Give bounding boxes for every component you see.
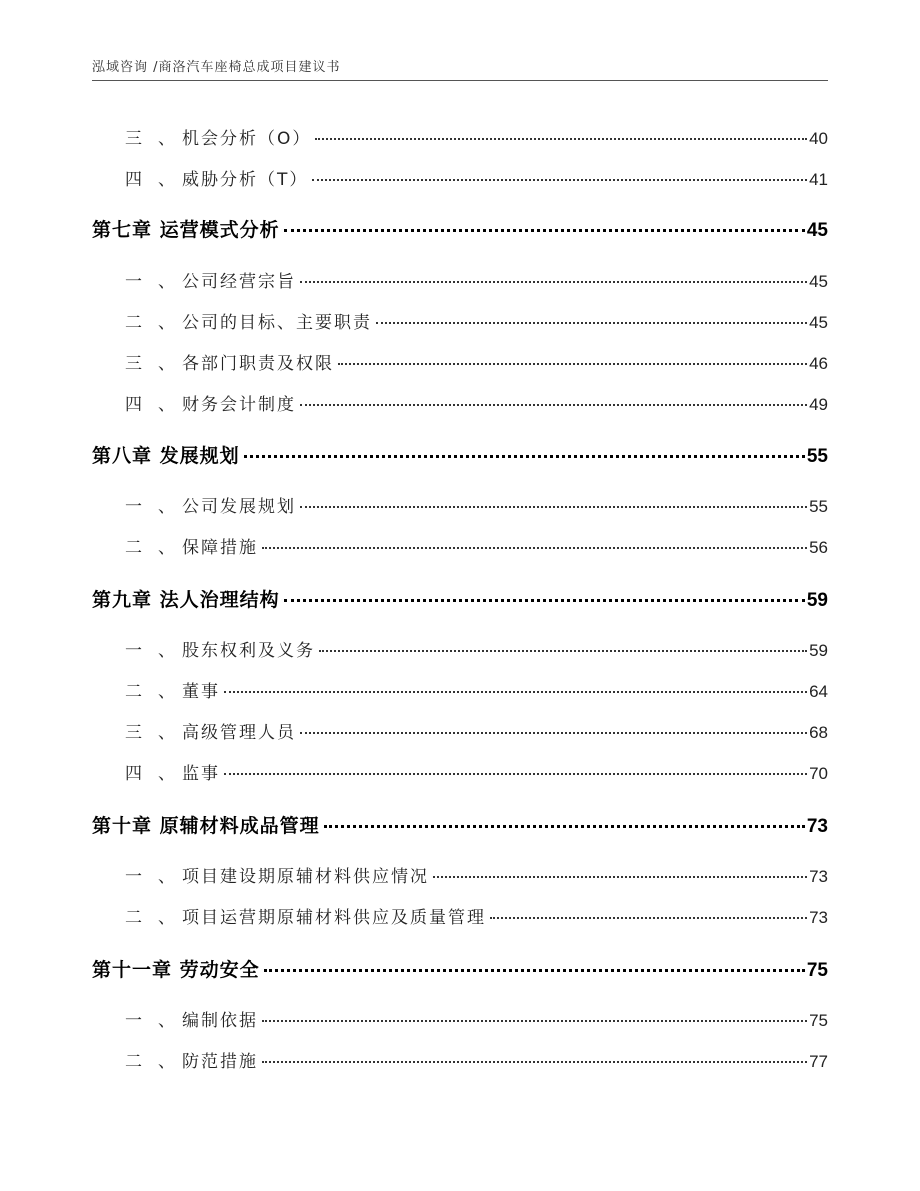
toc-section-entry[interactable] [92,718,828,743]
toc-page-number: 59 [809,641,828,660]
toc-entry-title: 公司经营宗旨 [182,272,296,292]
toc-entry-number: 二 [125,682,144,702]
toc-entry-separator: 、 [158,867,177,887]
toc-entry-title: 机会分析（O） [182,129,312,149]
toc-section-entry[interactable] [92,862,828,887]
toc-entry-number: 二 [125,313,144,333]
toc-section-entry[interactable] [92,492,828,517]
toc-entry-title: 股东权利及义务 [182,641,315,661]
toc-entry-separator: 、 [158,1052,177,1072]
toc-page-number: 73 [809,867,828,886]
toc-entry-title: 公司发展规划 [182,497,296,517]
toc-entry-separator: 、 [158,641,177,661]
toc-entry-title: 保障措施 [182,538,258,558]
toc-entry-number: 三 [125,723,144,743]
toc-section-entry[interactable] [92,759,828,784]
toc-entry-number: 一 [125,867,144,887]
toc-entry-separator: 、 [158,723,177,743]
toc-page-number: 77 [809,1052,828,1071]
dot-leader [300,404,807,406]
toc-section-entry[interactable] [92,390,828,415]
toc-page-number: 46 [809,354,828,373]
toc-chapter-entry[interactable] [92,215,828,242]
toc-page-number: 45 [806,220,828,241]
toc-page-number: 73 [809,908,828,927]
toc-entry-separator: 、 [158,497,177,517]
toc-entry-separator: 、 [158,1011,177,1031]
toc-page-number: 64 [809,682,828,701]
toc-page-number: 59 [806,590,828,611]
toc-chapter-entry[interactable] [92,955,828,982]
dot-leader [262,1061,807,1063]
toc-entry-number: 三 [125,129,144,149]
toc-entry-number: 一 [125,497,144,517]
toc-entry-title: 威胁分析（T） [182,170,309,190]
toc-entry-number: 四 [125,395,144,415]
toc-entry-number: 四 [125,170,144,190]
toc-entry-title: 防范措施 [182,1052,258,1072]
toc-entry-separator: 、 [158,170,177,190]
dot-leader [315,138,807,140]
toc-section-entry[interactable] [92,533,828,558]
dot-leader [262,1020,807,1022]
toc-entry-number: 二 [125,908,144,928]
dot-leader [244,455,805,458]
toc-entry-title: 第十一章 劳动安全 [92,959,260,981]
toc-entry-separator: 、 [158,129,177,149]
toc-section-entry[interactable] [92,308,828,333]
toc-page-number: 73 [806,816,828,837]
dot-leader [224,691,807,693]
dot-leader [324,825,805,828]
dot-leader [376,322,807,324]
toc-page-number: 75 [806,960,828,981]
toc-entry-number: 二 [125,538,144,558]
toc-page-number: 45 [809,313,828,332]
header-divider [92,80,828,81]
toc-page-number: 45 [809,272,828,291]
dot-leader [300,506,807,508]
dot-leader [319,650,807,652]
toc-section-entry[interactable] [92,165,828,190]
toc-entry-title: 项目运营期原辅材料供应及质量管理 [182,908,486,928]
dot-leader [300,281,807,283]
toc-entry-number: 一 [125,272,144,292]
toc-section-entry[interactable] [92,349,828,374]
toc-section-entry[interactable] [92,1006,828,1031]
dot-leader [490,917,807,919]
toc-entry-title: 第七章 运营模式分析 [92,219,280,241]
toc-section-entry[interactable] [92,903,828,928]
toc-section-entry[interactable] [92,124,828,149]
dot-leader [312,179,807,181]
dot-leader [433,876,807,878]
toc-entry-number: 二 [125,1052,144,1072]
dot-leader [284,229,805,232]
toc-entry-number: 一 [125,641,144,661]
toc-page-number: 56 [809,538,828,557]
toc-entry-title: 各部门职责及权限 [182,354,334,374]
toc-entry-separator: 、 [158,908,177,928]
toc-page-number: 41 [809,170,828,189]
toc-entry-separator: 、 [158,313,177,333]
dot-leader [284,599,805,602]
toc-page-number: 40 [809,129,828,148]
dot-leader [224,773,807,775]
toc-entry-title: 第八章 发展规划 [92,445,240,467]
page-header: 泓域咨询 /商洛汽车座椅总成项目建议书 [92,60,341,75]
toc-section-entry[interactable] [92,1047,828,1072]
toc-chapter-entry[interactable] [92,585,828,612]
toc-entry-separator: 、 [158,682,177,702]
toc-page-number: 49 [809,395,828,414]
toc-page-number: 70 [809,764,828,783]
toc-entry-separator: 、 [158,272,177,292]
toc-entry-title: 项目建设期原辅材料供应情况 [182,867,429,887]
dot-leader [338,363,807,365]
toc-entry-title: 董事 [182,682,220,702]
toc-page-number: 68 [809,723,828,742]
toc-entry-title: 第十章 原辅材料成品管理 [92,815,320,837]
toc-page-number: 55 [806,446,828,467]
toc-page-number: 75 [809,1011,828,1030]
toc-entry-title: 第九章 法人治理结构 [92,589,280,611]
toc-entry-number: 四 [125,764,144,784]
toc-entry-title: 公司的目标、主要职责 [182,313,372,333]
toc-chapter-entry[interactable] [92,441,828,468]
toc-entry-title: 编制依据 [182,1011,258,1031]
toc-entry-separator: 、 [158,354,177,374]
toc-section-entry[interactable] [92,677,828,702]
toc-section-entry[interactable] [92,636,828,661]
toc-entry-title: 高级管理人员 [182,723,296,743]
toc-entry-title: 监事 [182,764,220,784]
toc-chapter-entry[interactable] [92,811,828,838]
dot-leader [264,969,805,972]
toc-entry-number: 三 [125,354,144,374]
toc-entry-number: 一 [125,1011,144,1031]
dot-leader [262,547,807,549]
toc-entry-separator: 、 [158,395,177,415]
dot-leader [300,732,807,734]
toc-entry-separator: 、 [158,538,177,558]
toc-section-entry[interactable] [92,267,828,292]
toc-page-number: 55 [809,497,828,516]
toc-entry-title: 财务会计制度 [182,395,296,415]
toc-entry-separator: 、 [158,764,177,784]
